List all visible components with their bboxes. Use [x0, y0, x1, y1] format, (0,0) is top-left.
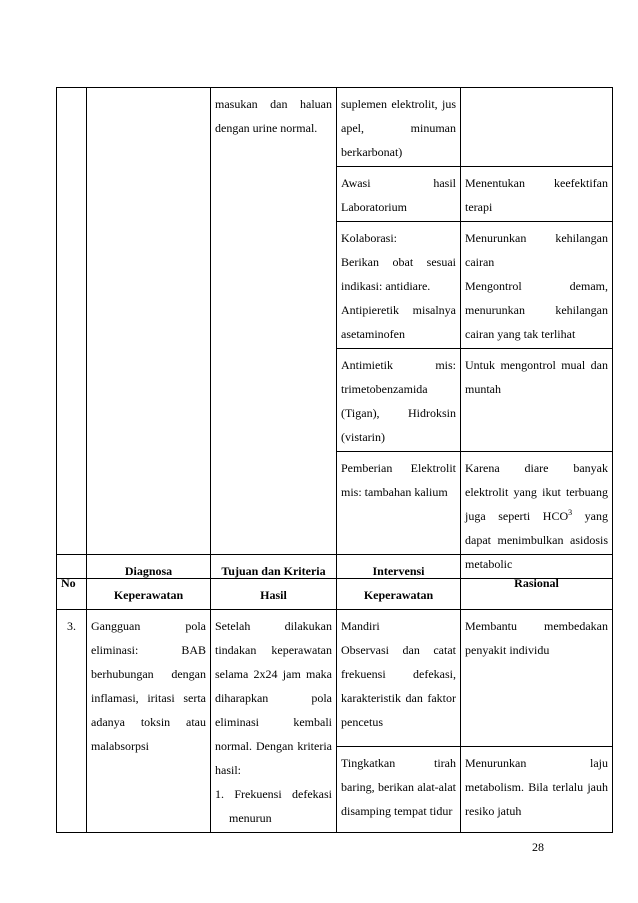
rasional-text-pre: Karena diare banyak elektrolit yang ikut terbuang juga seperti HCO: [465, 461, 608, 523]
no-cell-empty: [57, 88, 87, 579]
rasional-text: Menurunkan laju metabolism. Bila terlalu jauh resiko jatuh: [465, 756, 608, 819]
row-number: 3.: [67, 619, 76, 633]
intervensi-text: Awasi hasil Laboratorium: [341, 176, 456, 214]
intervensi-cell: [337, 88, 461, 167]
intervensi-cell: [337, 222, 461, 349]
rasional-cell: [461, 167, 613, 222]
intervensi-text: Antimietik mis: trimetobenzamida (Tigan), Hidroksin (vistarin): [341, 358, 456, 444]
kriteria-item: 1. Frekuensi defekasi menurun: [215, 787, 332, 825]
mandiri-heading: Mandiri: [341, 619, 380, 633]
intervention-table-continued: [56, 87, 613, 579]
rasional-text: Menurunkan kehilangan cairan: [465, 231, 608, 269]
intervensi-text: Pemberian Elektrolit mis: tambahan kalium: [341, 461, 456, 499]
table-header-row: [57, 555, 613, 610]
diagnosa-cell-empty: [87, 88, 211, 579]
rasional-text: Membantu membedakan penyakit individu: [465, 619, 608, 657]
tujuan-cell: [211, 88, 337, 579]
intervensi-cell: [337, 349, 461, 452]
intervensi-text: Antipieretik misalnya asetaminofen: [341, 303, 456, 341]
header-rasional: Rasional: [461, 555, 613, 610]
subscript-3: 3: [568, 508, 573, 517]
header-tujuan: Tujuan dan Kriteria Hasil: [211, 555, 337, 610]
rasional-cell: [461, 349, 613, 452]
diagnosa-cell: [87, 610, 211, 833]
header-diagnosa: Diagnosa Keperawatan: [87, 555, 211, 610]
diagnosa-text: Gangguan pola eliminasi: BAB berhubungan dengan inflamasi, iritasi serta adanya toksin atau malabsorpsi: [91, 619, 206, 753]
rasional-text: Mengontrol demam, menurunkan kehilangan cairan yang tak terlihat: [465, 279, 608, 341]
intervensi-cell: [337, 610, 461, 747]
rasional-text: Untuk mengontrol mual dan muntah: [465, 358, 608, 396]
rasional-cell: [461, 610, 613, 747]
table-row: [57, 88, 613, 167]
header-intervensi: Intervensi Keperawatan: [337, 555, 461, 610]
no-cell: [57, 610, 87, 833]
rasional-cell: [461, 88, 613, 167]
tujuan-text: Setelah dilakukan tindakan keperawatan selama 2x24 jam maka diharapkan pola eliminasi kembali normal. Dengan kriteria hasil:: [215, 619, 332, 777]
intervensi-cell: [337, 167, 461, 222]
table-row: [57, 610, 613, 747]
header-no: No: [57, 555, 87, 610]
page-number: 28: [532, 840, 544, 854]
rasional-cell: [461, 222, 613, 349]
rasional-text: Menentukan keefektifan terapi: [465, 176, 608, 214]
tujuan-cell: [211, 610, 337, 833]
rasional-cell: [461, 747, 613, 833]
rasional-text-post: yang dapat menimbulkan asidosis metabolic: [465, 509, 608, 571]
intervensi-text: Berikan obat sesuai indikasi: antidiare.: [341, 255, 456, 293]
intervensi-text: Tingkatkan tirah baring, berikan alat-alat disamping tempat tidur: [341, 756, 456, 819]
tujuan-text: masukan dan haluan dengan urine normal.: [215, 97, 332, 135]
diagnosis-table: [56, 554, 613, 833]
intervensi-text: suplemen elektrolit, jus apel, minuman berkarbonat): [341, 97, 456, 159]
intervensi-text: Observasi dan catat frekuensi defekasi, karakteristik dan faktor pencetus: [341, 643, 456, 729]
kolaborasi-heading: Kolaborasi:: [341, 231, 397, 245]
intervensi-cell: [337, 747, 461, 833]
